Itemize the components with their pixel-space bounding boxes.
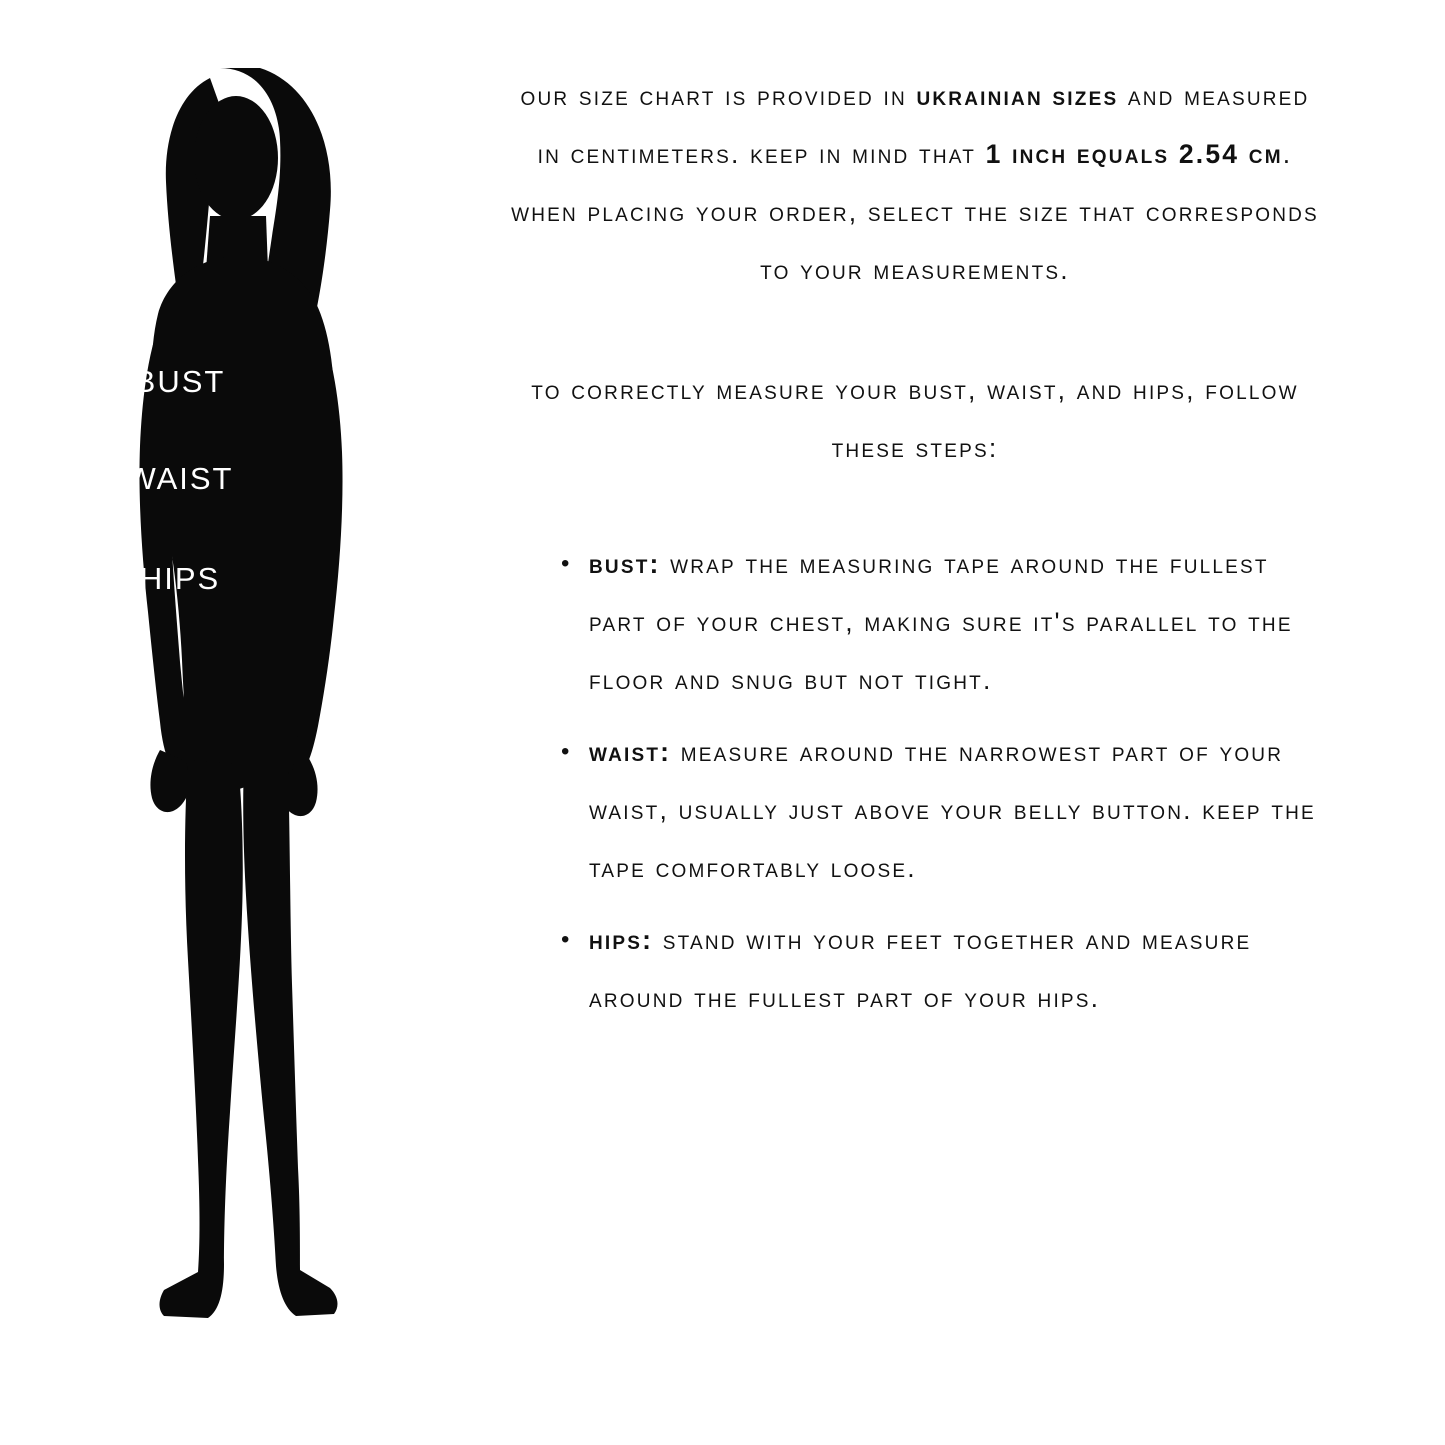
list-item-waist: [561, 723, 1325, 897]
intro-text-part2: and measured in centimeters. keep in mind that: [537, 80, 1310, 169]
intro-bold-ukrainian-sizes: ukrainian sizes: [916, 80, 1119, 111]
figure-label-hips: HIPS: [139, 561, 221, 596]
measurement-steps-list: [505, 535, 1325, 1027]
list-item-hips: [561, 911, 1325, 1027]
intro-paragraph: [505, 67, 1325, 299]
figure-column: [0, 0, 500, 1445]
list-item-bust: [561, 535, 1325, 709]
step-label-hips: hips:: [589, 924, 654, 955]
figure-label-bust: BUST: [134, 364, 226, 399]
instructions-column: [505, 40, 1325, 1041]
step-text-waist: measure around the narrowest part of your waist, usually just above your belly button. keep the tape comfortably loose.: [589, 736, 1316, 883]
intro-text-part1: our size chart is provided in: [520, 80, 917, 111]
step-text-hips: stand with your feet together and measure around the fullest part of your hips.: [589, 924, 1252, 1013]
steps-intro-paragraph: to correctly measure your bust, waist, and hips, follow these steps:: [531, 374, 1299, 463]
step-label-waist: waist:: [589, 736, 672, 767]
bullet-icon: •: [561, 549, 572, 577]
bullet-icon: •: [561, 737, 572, 765]
intro-bold-inch-conversion: 1 inch equals 2.54 cm: [985, 138, 1283, 169]
figure-label-waist: WAIST: [126, 461, 234, 496]
step-label-bust: bust:: [589, 548, 661, 579]
step-text-bust: wrap the measuring tape around the fullest part of your chest, making sure it's parallel to the floor and snug but not tight.: [589, 548, 1293, 695]
bullet-icon: •: [561, 925, 572, 953]
female-silhouette-icon: [60, 60, 440, 1390]
intro-text-part3: . when placing your order, select the size that corresponds to your measurements.: [511, 138, 1319, 285]
